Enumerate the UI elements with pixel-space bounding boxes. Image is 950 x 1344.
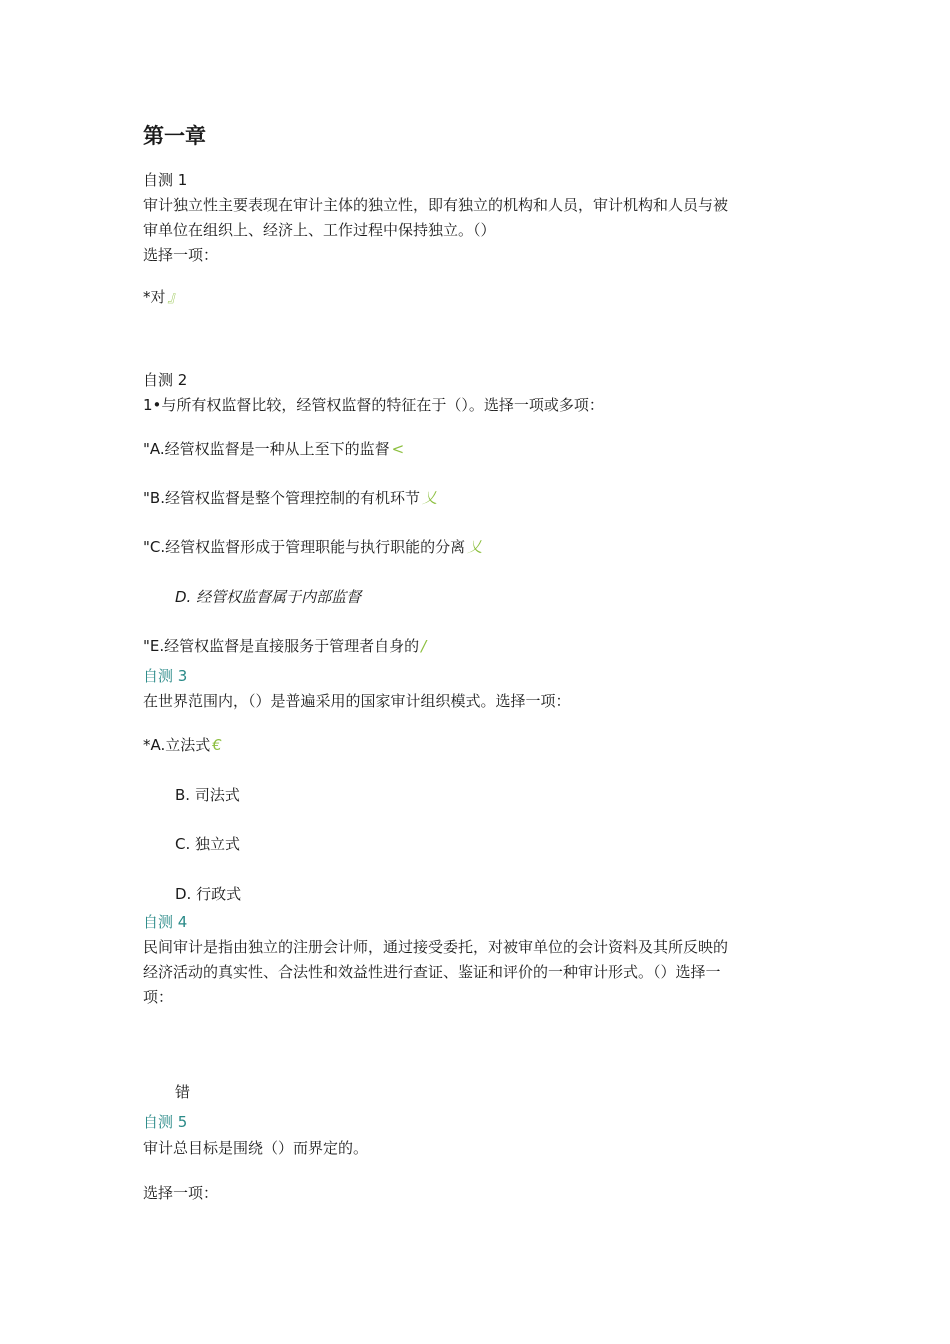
q2-option-c-mark: 乂: [467, 538, 483, 556]
q3-label: 自测 3: [143, 667, 188, 685]
q3-option-d-text: D. 行政式: [175, 885, 242, 903]
q4-label: 自测 4: [143, 913, 188, 931]
q2-option-e[interactable]: [143, 634, 426, 658]
q2-option-e-mark: /: [421, 637, 427, 655]
q2-option-a-mark: <: [391, 440, 405, 458]
chapter-title: 第一章: [143, 124, 206, 148]
q4-answer[interactable]: 错: [175, 1083, 191, 1101]
q1-instruction: 选择一项：: [143, 246, 219, 264]
q2-option-c-text: "C.经管权监督形成于管理职能与执行职能的分离: [143, 538, 466, 556]
q4-text-line1: 民间审计是指由独立的注册会计师，通过接受委托，对被审单位的会计资料及其所反映的: [143, 938, 729, 956]
q2-option-b-text: "B.经管权监督是整个管理控制的有机环节: [143, 489, 420, 507]
q3-option-a-mark: €: [212, 736, 222, 754]
q5-instruction: 选择一项：: [143, 1184, 219, 1202]
q3-option-c-text: C. 独立式: [175, 835, 241, 853]
q1-answer[interactable]: [143, 285, 183, 309]
q3-option-d[interactable]: [175, 882, 241, 906]
q1-label: 自测 1: [143, 171, 188, 189]
q1-text-line2: 审单位在组织上、经济上、工作过程中保持独立。（）: [143, 221, 496, 239]
q2-option-d-text: D. 经管权监督属于内部监督: [175, 588, 362, 606]
q2-text: 1•与所有权监督比较，经管权监督的特征在于（）。选择一项或多项：: [143, 396, 604, 414]
q1-text-line1: 审计独立性主要表现在审计主体的独立性，即有独立的机构和人员，审计机构和人员与被: [143, 196, 729, 214]
q3-option-a-text: *A.立法式: [143, 736, 211, 754]
q3-option-c[interactable]: [175, 832, 240, 856]
q2-label: 自测 2: [143, 371, 188, 389]
q2-option-d[interactable]: [175, 585, 361, 609]
q2-option-a[interactable]: [143, 437, 404, 461]
q3-text: 在世界范围内，（）是普遍采用的国家审计组织模式。选择一项：: [143, 692, 571, 710]
q2-option-e-text: "E.经管权监督是直接服务于管理者自身的: [143, 637, 420, 655]
q2-option-b[interactable]: [143, 486, 437, 510]
q4-text-line3: 项：: [143, 988, 174, 1006]
q1-answer-text: *对: [143, 288, 166, 306]
q4-text-line2: 经济活动的真实性、合法性和效益性进行查证、鉴证和评价的一种审计形式。（）选择一: [143, 963, 721, 981]
q2-option-a-text: "A.经管权监督是一种从上至下的监督: [143, 440, 390, 458]
q5-text: 审计总目标是围绕（）而界定的。: [143, 1139, 369, 1157]
q2-option-b-mark: 乂: [421, 489, 437, 507]
q3-option-b[interactable]: [175, 783, 240, 807]
q1-check-mark: 』: [167, 288, 183, 306]
q3-option-b-text: B. 司法式: [175, 786, 240, 804]
q5-label: 自测 5: [143, 1113, 188, 1131]
q2-option-c[interactable]: [143, 535, 482, 559]
q3-option-a[interactable]: [143, 733, 222, 757]
